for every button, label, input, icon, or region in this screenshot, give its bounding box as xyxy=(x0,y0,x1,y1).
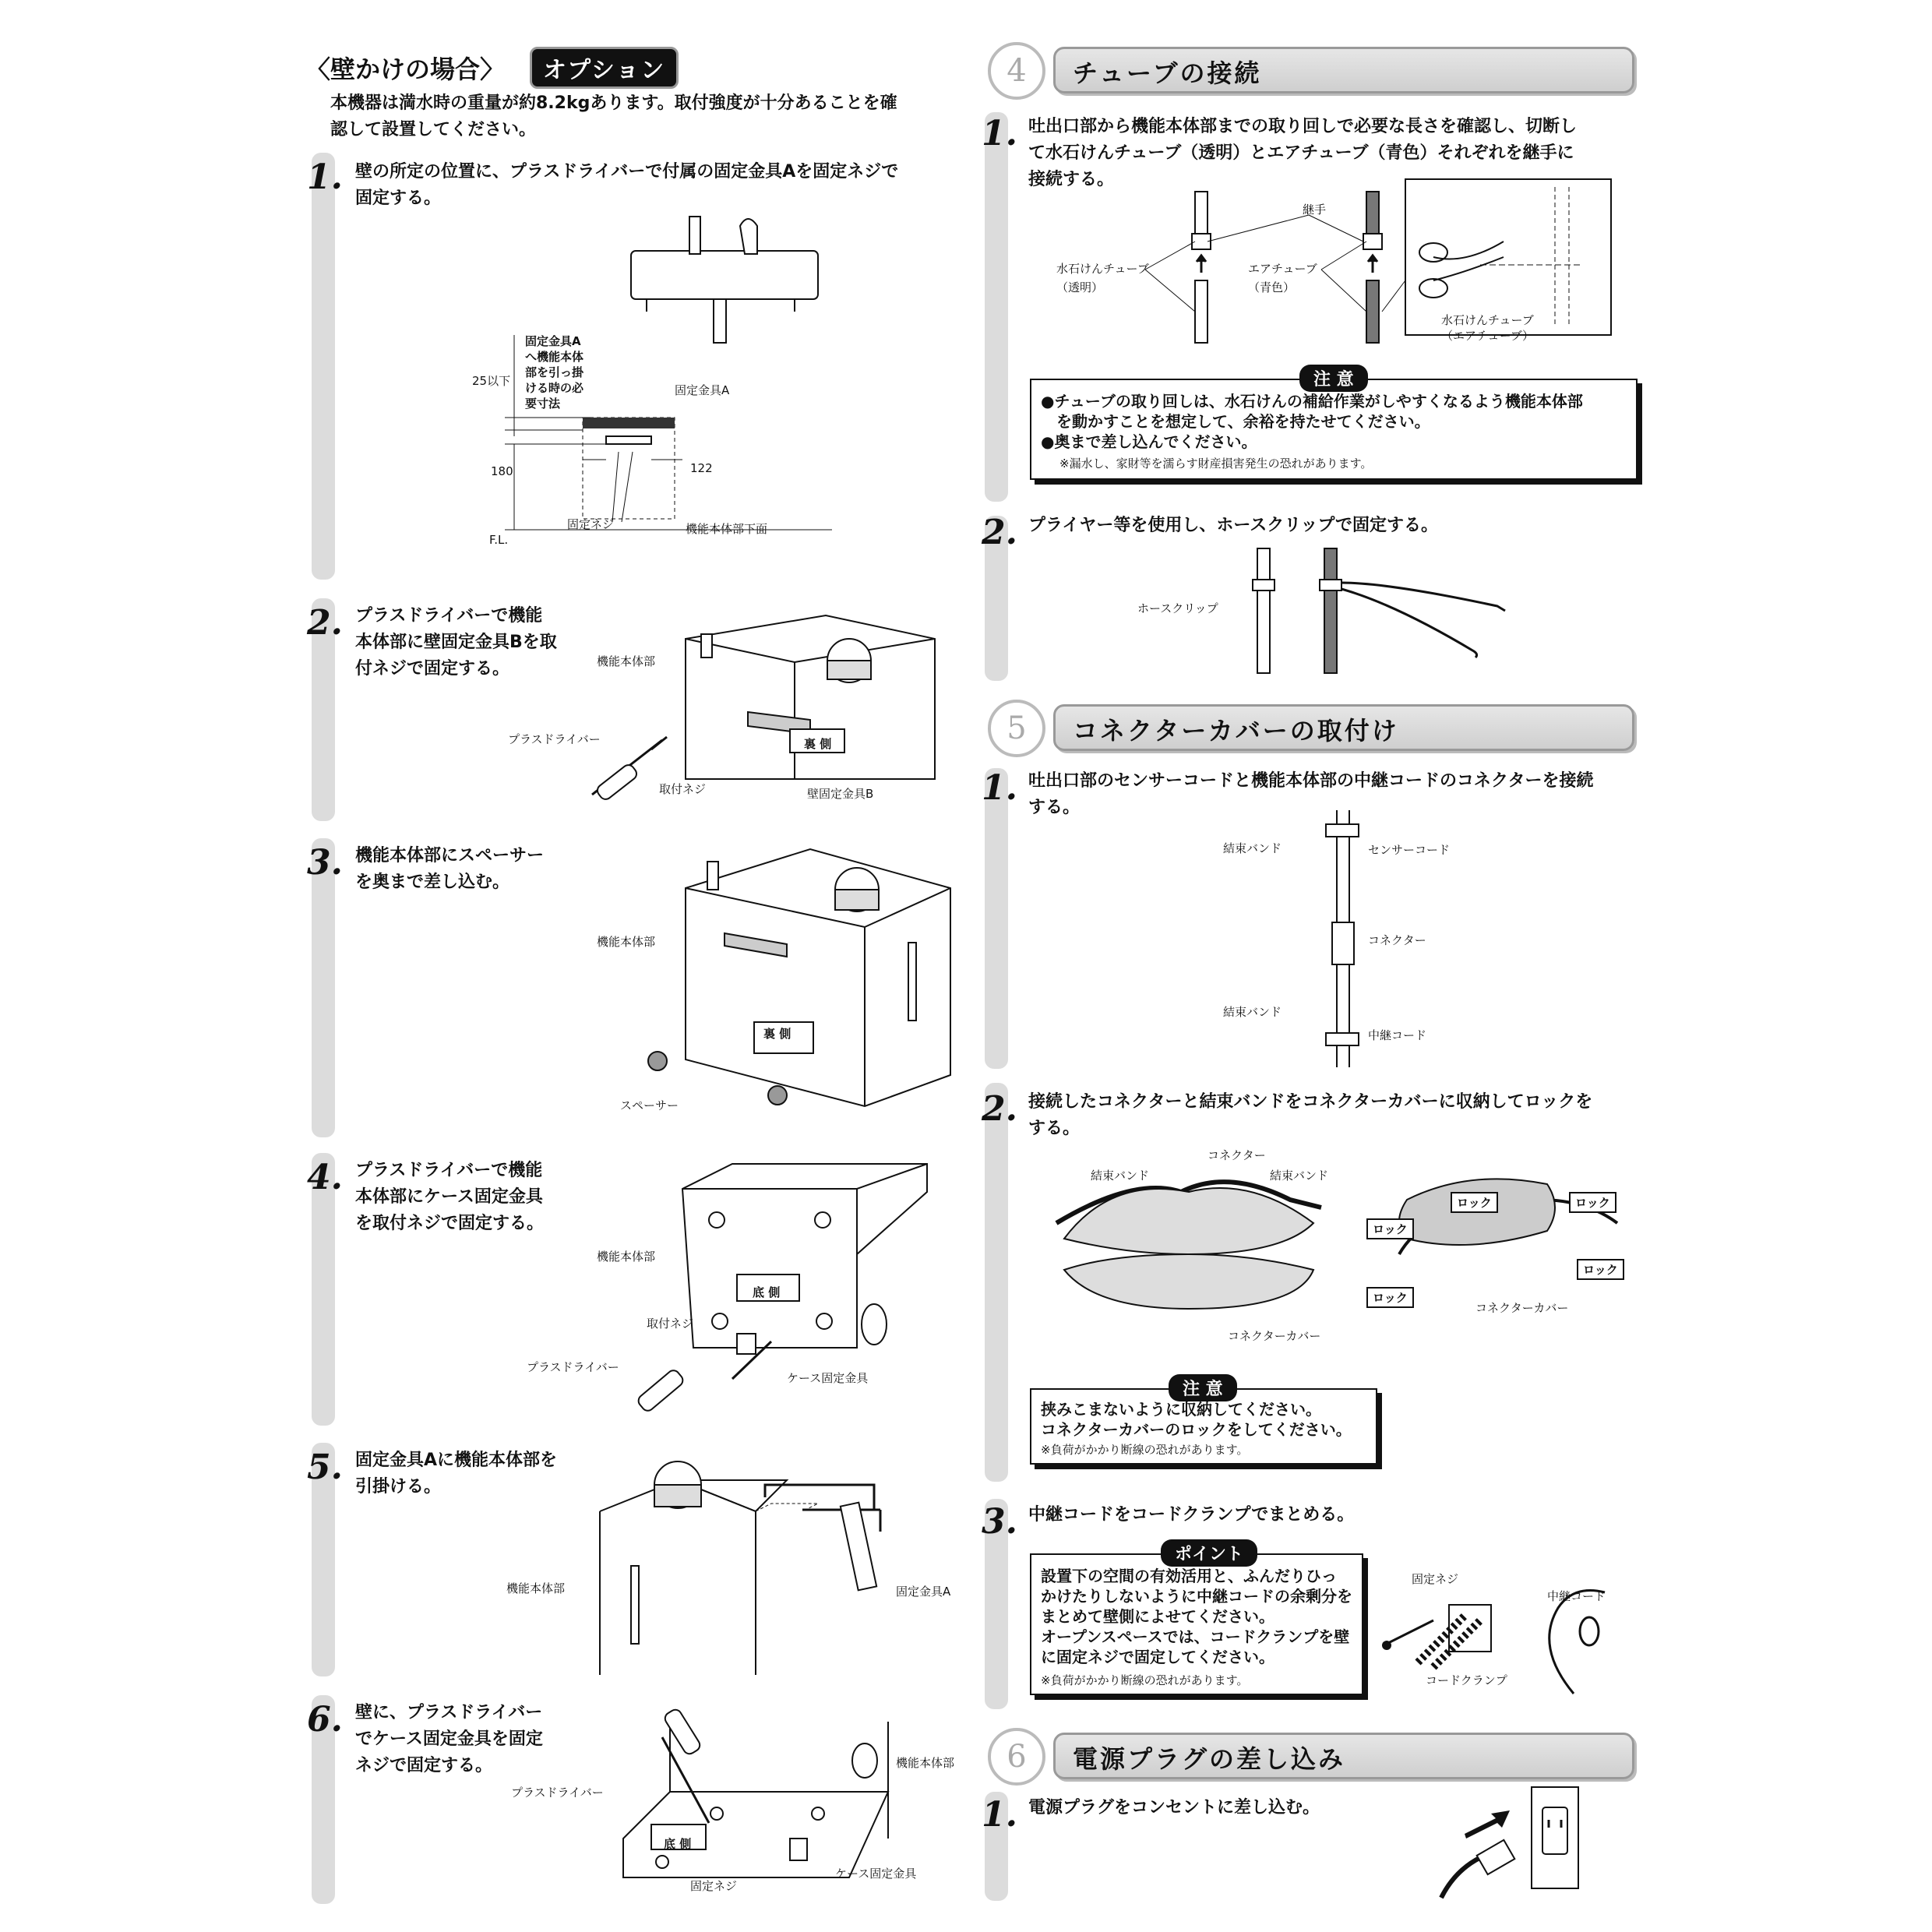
fig4-screw-label: 取付ネジ xyxy=(647,1317,694,1331)
caution-line-2: ※負荷がかかり断線の恐れがあります。 xyxy=(1041,1443,1249,1457)
fig2-driver-label: プラスドライバー xyxy=(508,732,601,746)
step-text: 壁に、プラスドライバー でケース固定金具を固定 ネジで固定する。 xyxy=(355,1703,543,1775)
lock-label: ロック xyxy=(1366,1287,1414,1308)
hose-clip-label: ホースクリップ xyxy=(1137,601,1218,615)
step-text: 中継コードをコードクランプでまとめる。 xyxy=(1028,1505,1355,1525)
fig6-screw-label: 固定ネジ xyxy=(690,1879,738,1893)
fig6-driver-label: プラスドライバー xyxy=(511,1786,604,1800)
fig2-bracketB-label: 壁固定金具B xyxy=(807,787,874,801)
spacer-diagram xyxy=(623,841,966,1122)
case-back-bracketB-diagram xyxy=(576,608,950,810)
sensor-cord-label: センサーコード xyxy=(1368,843,1451,857)
fig1-bracket-label: 固定金具A xyxy=(675,383,730,397)
fig-air-tube-sub: （青色） xyxy=(1248,280,1296,294)
caution-line-1: 挟みこまないように収納してください。 コネクターカバーのロックをしてください。 xyxy=(1041,1400,1352,1439)
point-line-1: 設置下の空間の有効活用と、ふんだりひっ かけたりしないように中継コードの余剰分を まとめて壁側によせてください。 オープンスペースでは、コードクランプを壁 に固定ネジで固定してください。 xyxy=(1041,1567,1352,1666)
step-bar xyxy=(985,1083,1008,1482)
left-title: 〈壁かけの場合〉 xyxy=(305,55,506,84)
step-text: 固定金具Aに機能本体部を 引掛ける。 xyxy=(355,1451,558,1497)
step-text: プラスドライバーで機能 本体部にケース固定金具 を取付ネジで固定する。 xyxy=(355,1161,545,1233)
fig6-bottom-label: 底 側 xyxy=(664,1837,692,1851)
caution-line-3: ※漏水し、家財等を濡らす財産損害発生の恐れがあります。 xyxy=(1059,457,1373,471)
relay-cord-label-2: 中継コード xyxy=(1547,1589,1606,1603)
fig1-fl-label: F.L. xyxy=(489,533,509,547)
step-text: プライヤー等を使用し、ホースクリップで固定する。 xyxy=(1028,516,1439,535)
section-header-power xyxy=(1053,1733,1634,1779)
fig4-case-label: ケース固定金具 xyxy=(787,1371,869,1385)
fig-cut-tube-label: 水石けんチューブ xyxy=(1441,313,1534,327)
fig-soap-tube-sub: （透明） xyxy=(1056,280,1104,294)
section-header-connector xyxy=(1053,704,1634,751)
section-circle-6: 6 xyxy=(988,1728,1045,1786)
fig2-body-label: 機能本体部 xyxy=(597,654,656,668)
lock-label: ロック xyxy=(1366,1218,1414,1239)
lock-label: ロック xyxy=(1451,1192,1498,1213)
lock-label: ロック xyxy=(1569,1192,1616,1213)
step-number: 4. xyxy=(307,1158,343,1197)
cover-label: コネクターカバー xyxy=(1228,1329,1321,1343)
step-number: 6. xyxy=(307,1700,343,1740)
fig1-bottom-label: 機能本体部下面 xyxy=(686,522,768,536)
point-box xyxy=(1030,1545,1363,1695)
fig-soap-tube-label: 水石けんチューブ xyxy=(1056,262,1149,276)
fig3-spacer-label: スペーサー xyxy=(620,1098,679,1112)
step-number: 5. xyxy=(307,1447,343,1487)
fig1-dim-25: 25以下 xyxy=(472,374,511,388)
step-text: 接続したコネクターと結束バンドをコネクターカバーに収納してロックを する。 xyxy=(1028,1092,1593,1138)
fig3-back-label: 裏 側 xyxy=(763,1027,791,1041)
fig2-screw-label: 取付ネジ xyxy=(659,782,707,796)
fig4-body-label: 機能本体部 xyxy=(597,1250,656,1264)
section-circle-4: 4 xyxy=(988,42,1045,100)
fig4-driver-label: プラスドライバー xyxy=(527,1360,619,1374)
band-label-left: 結束バンド xyxy=(1091,1169,1150,1183)
fixing-screw-label: 固定ネジ xyxy=(1412,1572,1459,1586)
caution-tag: 注 意 xyxy=(1169,1374,1237,1401)
wall-bracket-diagram xyxy=(467,210,841,553)
step-text: 機能本体部にスペーサー を奥まで差し込む。 xyxy=(355,846,545,892)
case-bracket-diagram xyxy=(623,1153,935,1410)
fig5-bracket-label: 固定金具A xyxy=(896,1585,951,1599)
fig1-dim-122: 122 xyxy=(690,461,713,475)
point-line-2: ※負荷がかかり断線の恐れがあります。 xyxy=(1041,1673,1249,1687)
fig-air-tube-label: エアチューブ xyxy=(1248,262,1317,276)
step-bar xyxy=(312,838,335,1137)
step-number: 2. xyxy=(307,603,343,643)
fig1-note: 固定金具A へ機能本体 部を引っ掛 ける時の必 要寸法 xyxy=(525,334,584,411)
step-number: 1. xyxy=(307,157,343,197)
fig6-case-label: ケース固定金具 xyxy=(835,1867,917,1881)
caution-line-1: ●チューブの取り回しは、水石けんの補給作業がしやすくなるよう機能本体部 を動かすことを想定して、余裕を持たせてください。 xyxy=(1041,392,1583,431)
code-clamp-label: コードクランプ xyxy=(1426,1673,1507,1687)
step-number: 2. xyxy=(982,1089,1017,1129)
band-label-bottom: 結束バンド xyxy=(1223,1005,1282,1019)
caution-box-tube xyxy=(1030,370,1638,480)
hang-diagram xyxy=(592,1472,966,1675)
fig-joint-label: 継手 xyxy=(1303,203,1327,217)
intro-text: 本機器は満水時の重量が約8.2kgあります。取付強度が十分あることを確 認して設置してください。 xyxy=(330,93,897,139)
point-tag: ポイント xyxy=(1161,1539,1257,1567)
section-title: 電源プラグの差し込み xyxy=(1073,1744,1346,1774)
step-number: 3. xyxy=(307,843,343,883)
step-text: 吐出口部のセンサーコードと機能本体部の中継コードのコネクターを接続 する。 xyxy=(1028,771,1594,817)
step-bar xyxy=(312,153,335,580)
section-title: コネクターカバーの取付け xyxy=(1073,716,1399,746)
fig3-body-label: 機能本体部 xyxy=(597,935,656,949)
fig2-back-label: 裏 側 xyxy=(804,737,832,751)
fig4-bottom-label: 底 側 xyxy=(753,1285,781,1299)
section-header-tube xyxy=(1053,47,1634,93)
hose-clip-diagram xyxy=(1246,548,1527,681)
caution-box-connector xyxy=(1030,1380,1377,1465)
cover-label-2: コネクターカバー xyxy=(1475,1301,1569,1315)
step-text: 壁の所定の位置に、プラスドライバーで付属の固定金具Aを固定ネジで 固定する。 xyxy=(355,162,899,208)
step-number: 1. xyxy=(982,768,1017,808)
connector-label-2: コネクター xyxy=(1208,1148,1266,1162)
relay-cord-label: 中継コード xyxy=(1368,1028,1427,1042)
connector-label: コネクター xyxy=(1368,933,1426,947)
step-bar xyxy=(985,112,1008,502)
band-label-top: 結束バンド xyxy=(1223,841,1282,855)
step-bar xyxy=(985,768,1008,1069)
fig-cut-tube-sub: （エアチューブ） xyxy=(1441,329,1534,343)
section-title: チューブの接続 xyxy=(1073,58,1262,88)
fig1-screw-label: 固定ネジ xyxy=(567,517,615,531)
step-text: 吐出口部から機能本体部までの取り回しで必要な長さを確認し、切断し て水石けんチューブ（透明）とエアチューブ（青色）それぞれを継手に 接続する。 xyxy=(1028,117,1578,189)
step-text: 電源プラグをコンセントに差し込む。 xyxy=(1028,1798,1320,1817)
fig6-body-label: 機能本体部 xyxy=(896,1756,955,1770)
step-number: 1. xyxy=(982,1795,1017,1835)
option-badge: オプション xyxy=(530,47,679,89)
caution-line-2: ●奥まで差し込んでください。 xyxy=(1041,432,1257,451)
step-number: 2. xyxy=(982,513,1017,552)
lock-label: ロック xyxy=(1577,1259,1624,1280)
step-number: 1. xyxy=(982,114,1017,153)
band-label-right: 結束バンド xyxy=(1270,1169,1329,1183)
caution-tag: 注 意 xyxy=(1299,365,1368,392)
fig1-dim-180: 180 xyxy=(491,464,513,478)
step-text: プラスドライバーで機能 本体部に壁固定金具Bを取 付ネジで固定する。 xyxy=(355,606,557,679)
section-circle-5: 5 xyxy=(988,700,1045,757)
step-number: 3. xyxy=(982,1502,1017,1542)
power-plug-diagram xyxy=(1441,1784,1581,1901)
fig5-body-label: 機能本体部 xyxy=(506,1581,566,1595)
